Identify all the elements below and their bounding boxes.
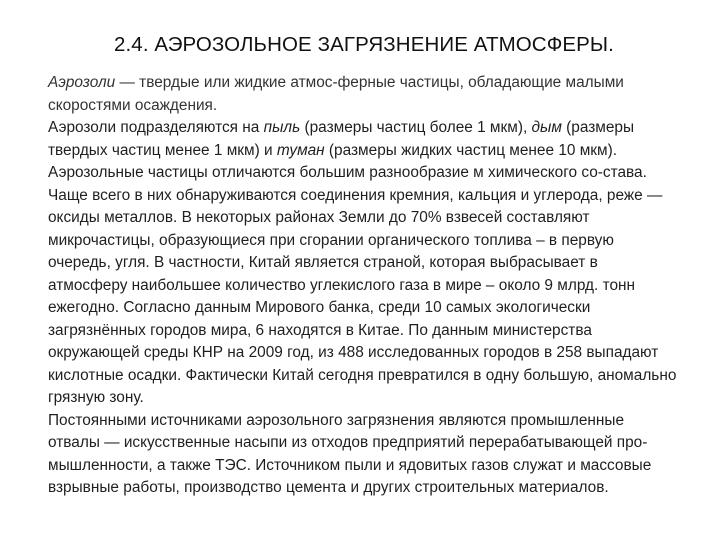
- paragraph-classification: [48, 117, 680, 410]
- slide-body: [48, 72, 680, 500]
- text-segment: (размеры жидких частиц менее 10 мкм). Аэрозольные частицы отличаются большим разнообразие м химического со-става. Чаще всего в них обнаруживаются соединения кремния, кальция и углерода, реже — оксиды металлов. В некоторых районах Земли до 70% взвесей составляют микрочастицы, образующиеся при сгорании органического топлива – в первую очередь, угля. В частности, Китай является страной, которая выбрасывает в атмосферу наибольшее количество углекислого газа в мире – около 9 млрд. тонн ежегодно. Согласно данным Мирового банка, среди 10 самых экологически загрязнённых городов мира, 6 находятся в Китае. По данным министерства окружающей среды КНР на 2009 год, из 488 исследованных городов в 258 выпадают кислотные осадки. Фактически Китай сегодня превратился в одну большую, аномально грязную зону.: [48, 141, 677, 406]
- paragraph-sources: Постоянными источниками аэрозольного загрязнения являются промышленные отвалы — искусственные насыпи из отходов предприятий перерабатывающей про-мышленности, а также ТЭС. Источником пыли и ядовитых газов служат и массовые взрывные работы, производство цемента и других строительных материалов.: [48, 411, 652, 496]
- text-segment: Аэрозоли подразделяются на: [48, 119, 264, 136]
- term-dust: пыль: [263, 119, 301, 136]
- term-aerosols: Аэрозоли: [48, 74, 116, 91]
- text-segment: (размеры твердых частиц менее 1 мкм) и: [48, 119, 635, 159]
- page-title: 2.4. АЭРОЗОЛЬНОЕ ЗАГРЯЗНЕНИЕ АТМОСФЕРЫ.: [114, 33, 614, 56]
- term-fog: туман: [276, 141, 325, 159]
- text-segment: (размеры частиц более 1 мкм),: [300, 119, 532, 136]
- term-smoke: дым: [531, 119, 562, 136]
- definition-text: — твердые или жидкие атмос-ферные частицы, обладающие малыми скоростями осаждения.: [48, 74, 624, 114]
- paragraph-definition: [48, 72, 680, 117]
